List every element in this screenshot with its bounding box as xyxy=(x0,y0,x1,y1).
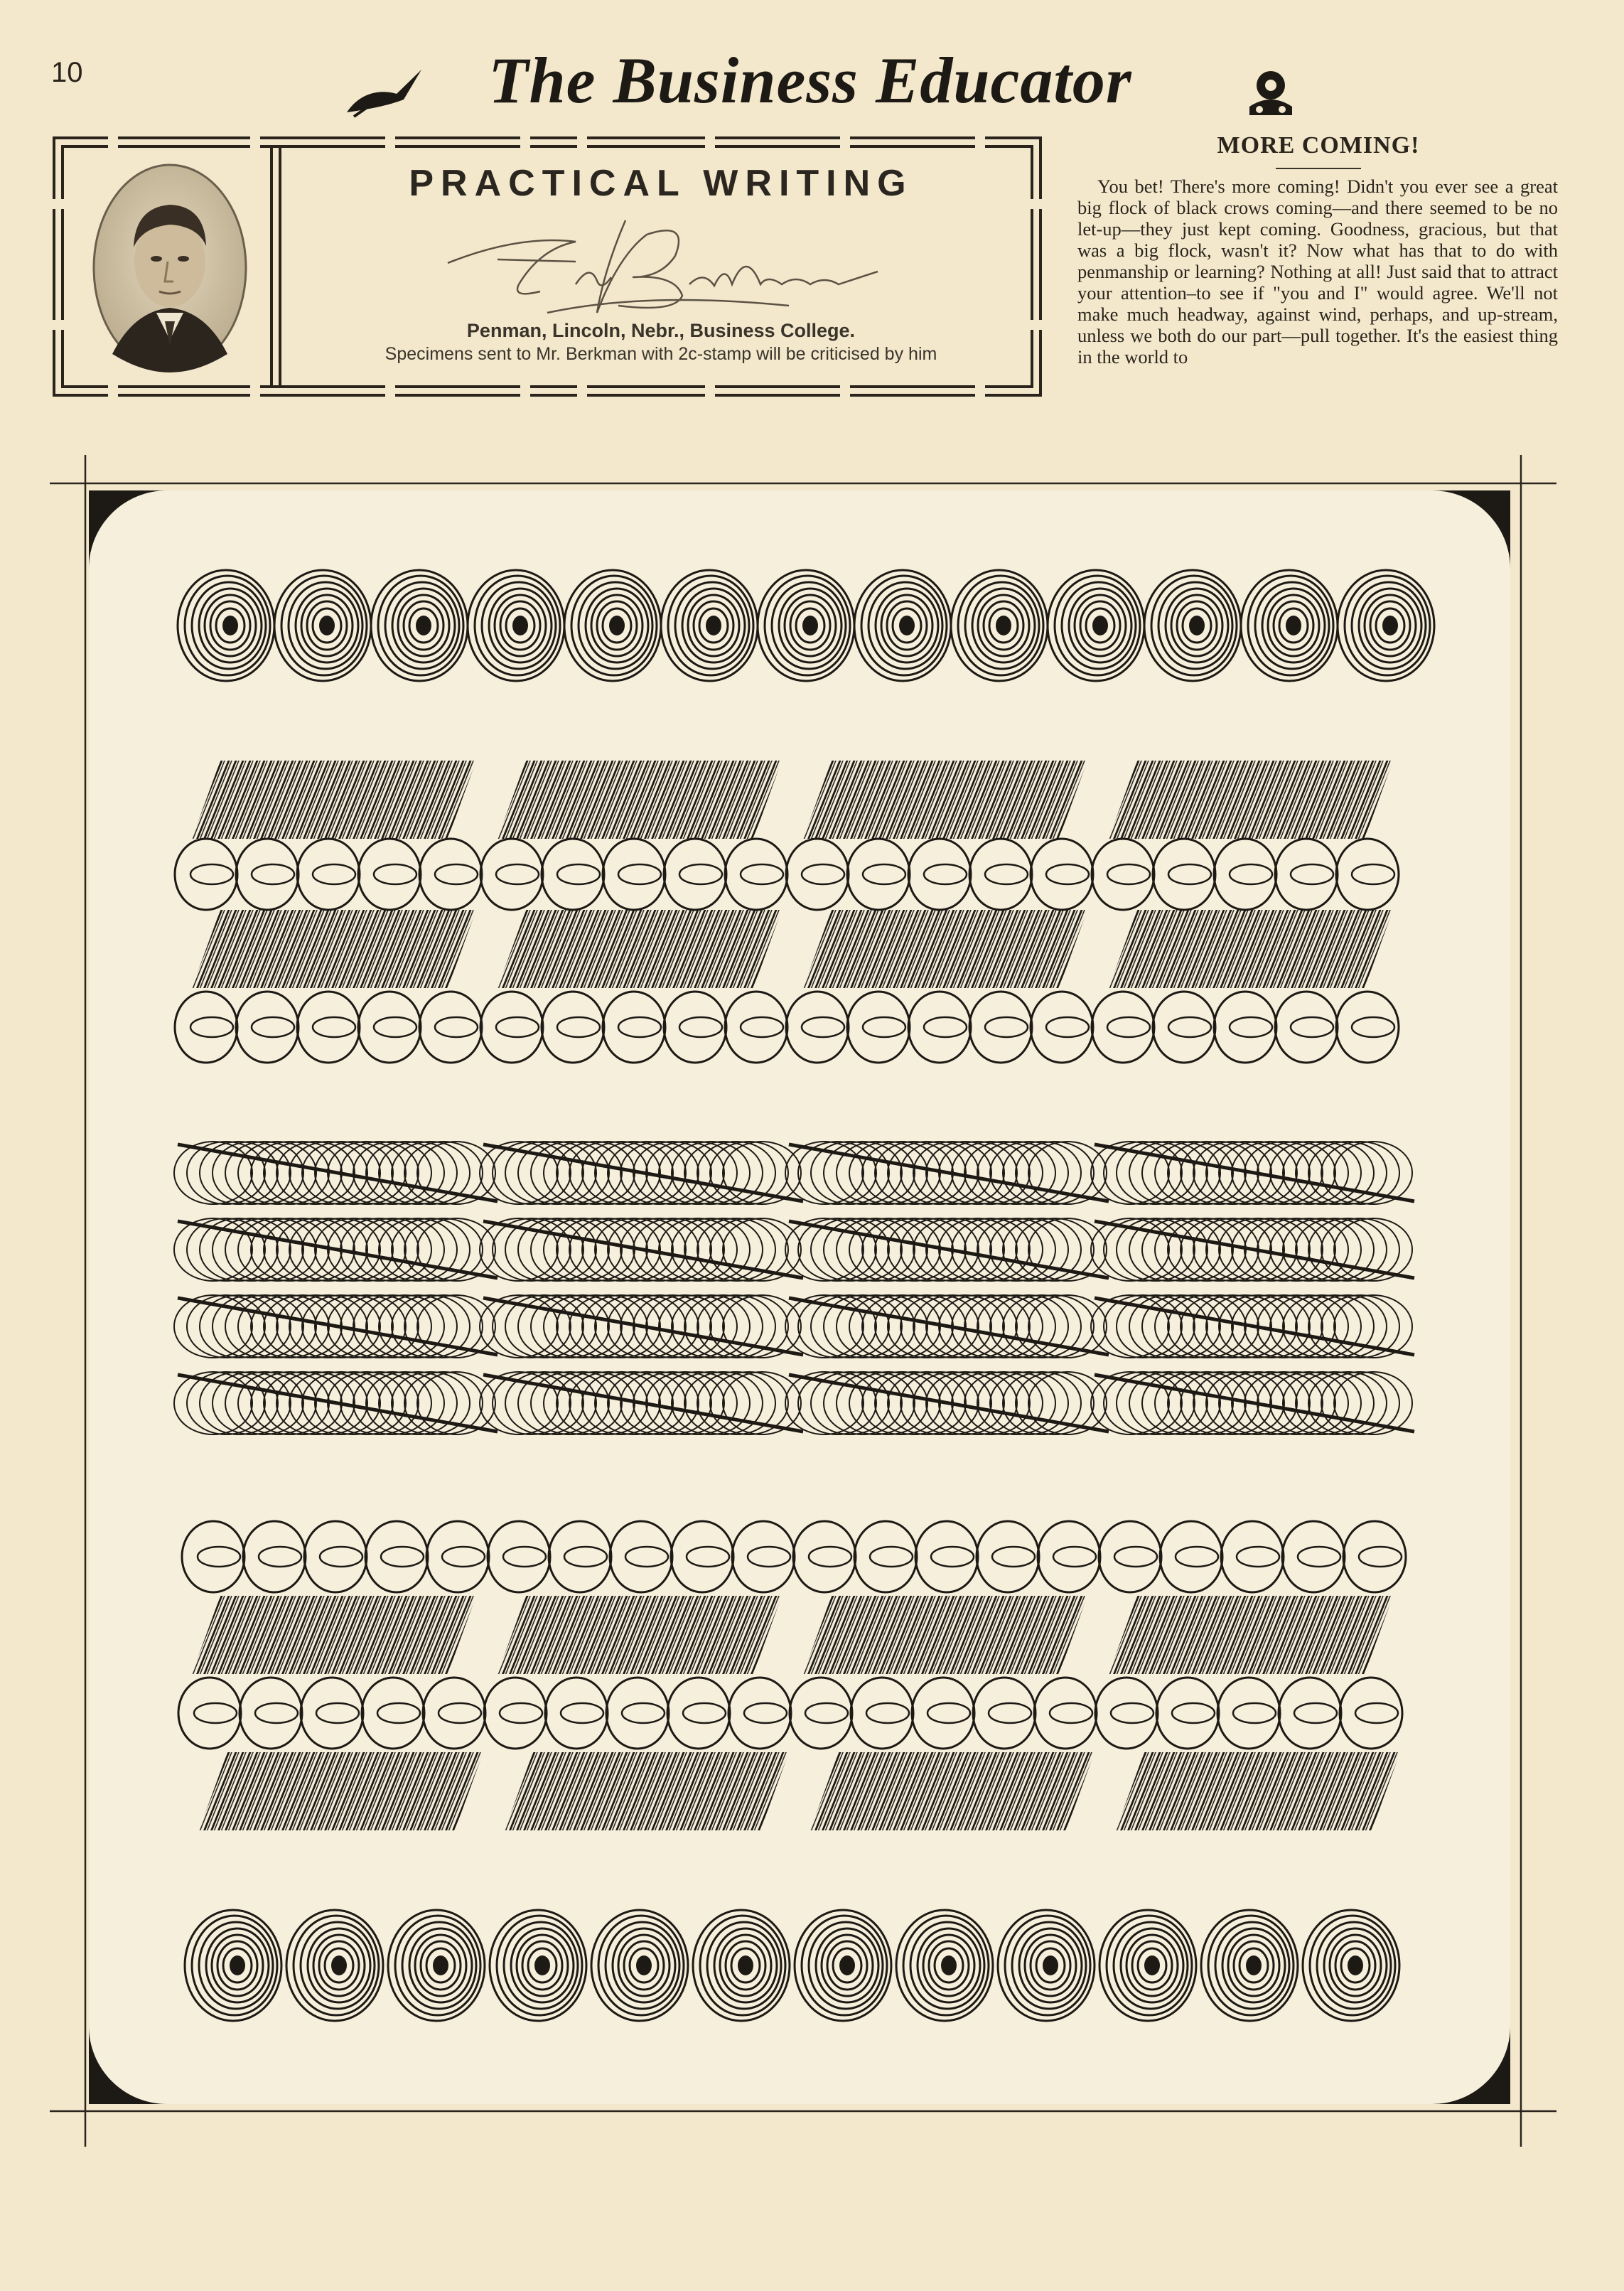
feature-title: PRACTICAL WRITING xyxy=(409,163,913,204)
penmanship-plate xyxy=(0,455,1624,2161)
emblem-icon xyxy=(1242,64,1299,121)
signature xyxy=(434,206,888,320)
sidebar-rule xyxy=(1276,168,1361,169)
masthead-title: The Business Educator xyxy=(488,44,1132,117)
portrait-photo xyxy=(91,162,249,374)
page-number: 10 xyxy=(51,57,83,88)
masthead xyxy=(0,28,1624,128)
sidebar-heading: MORE COMING! xyxy=(1217,132,1420,159)
feature-note: Specimens sent to Mr. Berkman with 2c-stamp will be criticised by him xyxy=(385,344,937,364)
sidebar-body: You bet! There's more coming! Didn't you ever see a great big flock of black crows coming—and there seemed to be no let-up—they just kept coming. Goodness, gracious, but that was a big flock, wasn't it? Now what has that to do with penmanship or learning? Nothing at all! Just said that to attract your attention–to see if "you and I" would agree. We'll not make much headway, against wind, perhaps, and up-stream, unless we both do our part—pull together. It's the easiest thing in the world to xyxy=(1077,176,1558,367)
quill-icon xyxy=(340,63,425,119)
feature-subtitle: Penman, Lincoln, Nebr., Business College. xyxy=(466,320,856,341)
